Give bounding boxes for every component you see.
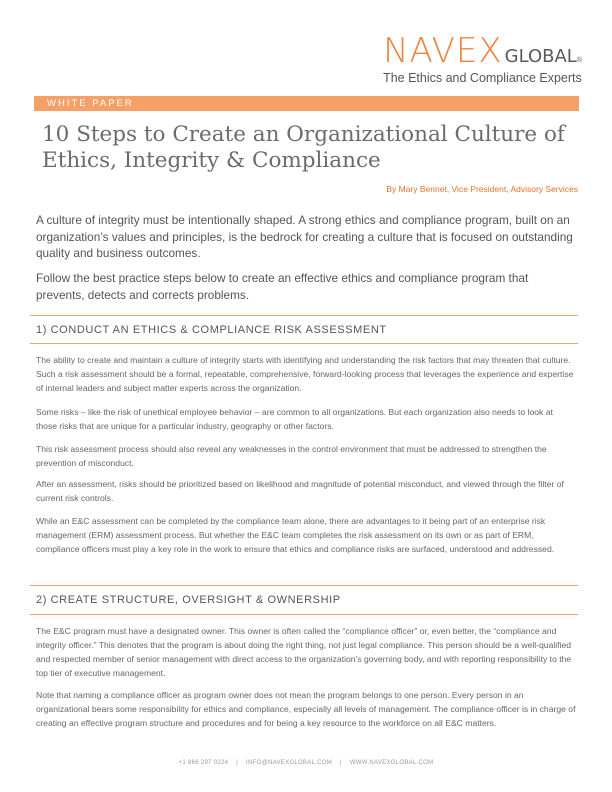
logo-navex-text: NAVEX [383,31,503,71]
logo-tagline: The Ethics and Compliance Experts [383,71,582,85]
logo-registered-mark: ® [576,57,582,64]
section-2-top-rule [30,585,578,586]
section-1-bottom-rule [30,343,578,344]
section-2-paragraph-1: The E&C program must have a designated owner. This owner is often called the “compliance officer” or, even better, the “compliance and integrity officer.” This denotes that the program is about doing the right thing, not just legal compliance. This person should be a well-qualified and respected member of senior management with direct access to the organization’s governing body, and with reporting responsibility to the top tier of executive management. [36,626,572,678]
logo-global-text: GLOBAL [504,46,577,67]
page-footer [0,760,612,766]
intro-paragraph-2: Follow the best practice steps below to create an effective ethics and compliance program that prevents, detects and corrects problems. [36,271,529,302]
section-2-paragraph-2: Note that naming a compliance officer as program owner does not mean the program belongs to one person. Every person in an organizational bears some responsibility for ethics and compliance, especially all levels of management. The compliance officer is in charge of creating an effective program structure and procedures and for being a key resource to the workforce on all E&C matters. [36,690,576,728]
footer-email-link[interactable]: INFO@NAVEXGLOBAL.COM [246,760,333,766]
author-byline: By Mary Bennet, Vice President, Advisory Services [386,184,578,194]
title-line-1: 10 Steps to Create an Organizational Culture of [42,122,565,147]
section-1-paragraph-2: Some risks – like the risk of unethical employee behavior – are common to all organizations. But each organization also needs to look at those risks that are unique for a particular industry, geography or other factors. [36,407,553,431]
band-label: WHITE PAPER [47,98,134,109]
navex-global-logo [383,31,582,85]
section-1-heading: 1) CONDUCT AN ETHICS & COMPLIANCE RISK ASSESSMENT [36,324,387,336]
section-1-paragraph-5: While an E&C assessment can be completed by the compliance team alone, there are advantages to it being part of an enterprise risk management (ERM) assessment process. But whether the E&C team completes the risk assessment on its own or as part of ERM, compliance officers must play a key role in the work to ensure that ethics and compliance risks are surfaced, understood and addressed. [36,516,555,554]
section-1-top-rule [30,315,578,316]
section-1-paragraph-1: The ability to create and maintain a culture of integrity starts with identifying and understanding the risk factors that may threaten that culture. Such a risk assessment should be a formal, repeatable, comprehensive, forward-looking process that leverages the experience and expertise of internal leaders and subject matter experts across the organization. [36,355,574,393]
footer-separator: | [236,760,239,766]
title-line-2: Ethics, Integrity & Compliance [42,148,381,173]
section-1-paragraph-4: After an assessment, risks should be prioritized based on likelihood and magnitude of potential misconduct, and viewed through the filter of current risk controls. [36,479,564,503]
section-2-heading: 2) CREATE STRUCTURE, OVERSIGHT & OWNERSHIP [36,594,341,606]
section-1-paragraph-3: This risk assessment process should also reveal any weaknesses in the control environment that must be addressed to strengthen the prevention of misconduct. [36,444,547,468]
section-2-bottom-rule [30,614,578,615]
intro-paragraph-1: A culture of integrity must be intentionally shaped. A strong ethics and compliance program, built on an organization’s values and principles, is the bedrock for creating a culture that is focused on outstanding quality and business outcomes. [36,213,573,260]
footer-website-link[interactable]: WWW.NAVEXGLOBAL.COM [349,760,434,766]
footer-phone: +1 866 297 0224 [178,760,229,766]
white-paper-band [34,96,579,111]
footer-separator: | [340,760,342,766]
page-title [42,122,582,174]
